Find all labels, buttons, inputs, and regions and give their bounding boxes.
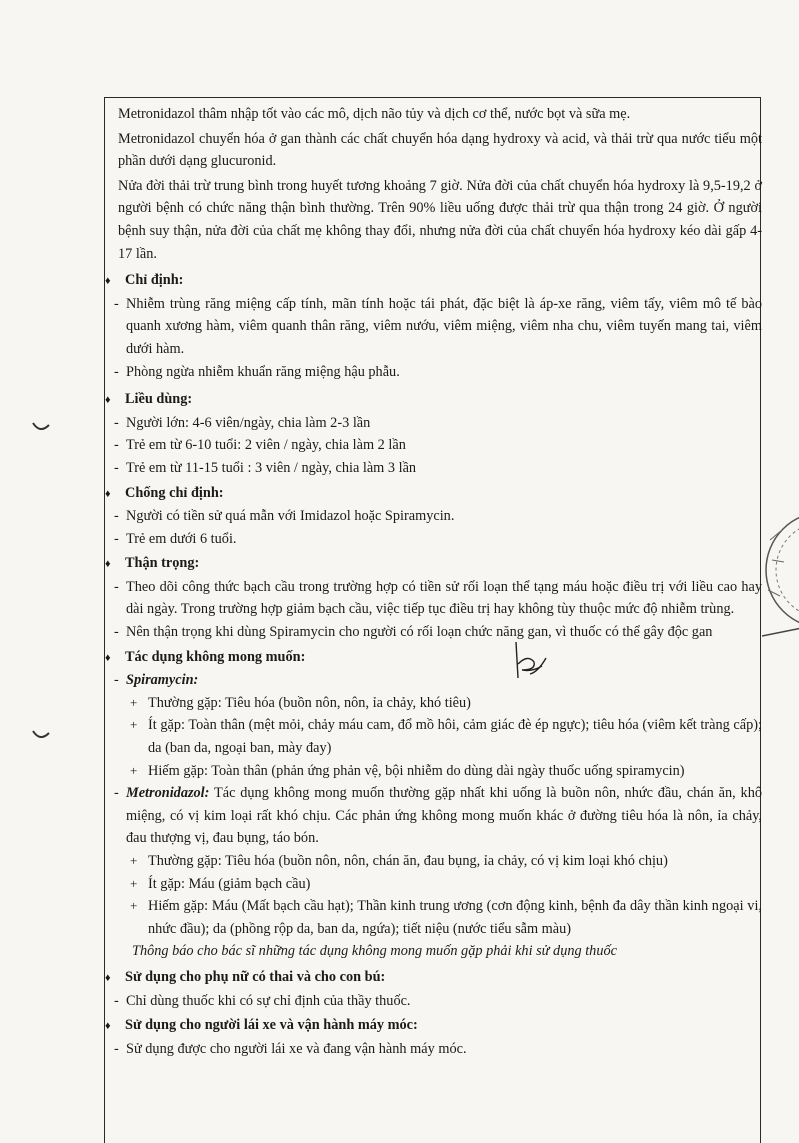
section-heading-than-trong: ♦ Thận trọng: — [110, 552, 762, 576]
list-item: - Theo dõi công thức bạch cầu trong trường hợp có tiền sử rối loạn thể tạng máu hoặc điều trị với liều cao hay dài ngày. Trong trường hợp giảm bạch cầu, việc tiếp tục điều trị hay không tùy thuộc mức độ nhiễm trùng. — [110, 576, 762, 621]
list-item: - Trẻ em dưới 6 tuổi. — [110, 528, 762, 551]
section-heading-chong-chi-dinh: ♦ Chống chỉ định: — [110, 482, 762, 506]
section-heading-phu-nu: ♦ Sử dụng cho phụ nữ có thai và cho con bú: — [110, 966, 762, 990]
punch-hole-mark-top — [32, 420, 50, 434]
section-heading-tac-dung: ♦ Tác dụng không mong muốn: — [110, 646, 762, 670]
bullet-icon: ♦ — [105, 275, 111, 288]
intro-paragraph: Metronidazol thâm nhập tốt vào các mô, dịch não tủy và dịch cơ thể, nước bọt và sữa mẹ. — [118, 106, 631, 122]
sub-list-item: + Hiếm gặp: Máu (Mất bạch cầu hạt); Thần kinh trung ương (cơn động kinh, bệnh đa dây thần kinh ngoại vi, nhức đầu); da (phồng rộp da, ban da, ngứa); tiết niệu (nước tiểu sẫm màu) — [130, 898, 762, 937]
list-item: - Trẻ em từ 11-15 tuổi : 3 viên / ngày, chia làm 3 lần — [110, 457, 762, 480]
stamp-seal — [762, 500, 799, 650]
bullet-icon: ♦ — [105, 487, 111, 500]
list-item: - Nhiễm trùng răng miệng cấp tính, mãn tính hoặc tái phát, đặc biệt là áp-xe răng, viêm tấy, viêm mô tế bào quanh xương hàm, viêm quanh thân răng, viêm nướu, viêm miệng, viêm nha chu, viêm tuyến mang tai, viêm dưới hàm. — [110, 293, 762, 361]
section-heading-lai-xe: ♦ Sử dụng cho người lái xe và vận hành máy móc: — [110, 1014, 762, 1038]
list-item: - Người có tiền sử quá mẫn với Imidazol hoặc Spiramycin. — [110, 505, 762, 528]
list-item: - Chỉ dùng thuốc khi có sự chỉ định của thầy thuốc. — [110, 990, 762, 1013]
side-effect-note: Thông báo cho bác sĩ những tác dụng không mong muốn gặp phải khi sử dụng thuốc — [132, 943, 617, 960]
sub-list-item: + Thường gặp: Tiêu hóa (buồn nôn, nôn, ỉa chảy, khó tiêu) — [130, 694, 471, 711]
bullet-icon: ♦ — [105, 558, 111, 571]
bullet-icon: ♦ — [105, 651, 111, 664]
sub-list-item: + Hiếm gặp: Toàn thân (phản ứng phản vệ, bội nhiễm do dùng dài ngày thuốc uống spiramycin) — [130, 762, 685, 779]
list-item: - Nên thận trọng khi dùng Spiramycin cho người có rối loạn chức năng gan, vì thuốc có thể gây độc gan — [110, 621, 762, 644]
list-item: - Người lớn: 4-6 viên/ngày, chia làm 2-3 lần — [110, 412, 762, 435]
metronidazol-paragraph: - Metronidazol: Tác dụng không mong muốn thường gặp nhất khi uống là buồn nôn, nhức đầu, chán ăn, khô miệng, có vị kim loại rất khó chịu. Các phản ứng không mong muốn khác ở đường tiêu hóa là nôn, ỉa chảy, đau thượng vị, đau bụng, táo bón. — [110, 782, 762, 850]
bullet-icon: ♦ — [105, 1020, 111, 1033]
bullet-icon: ♦ — [105, 394, 111, 407]
intro-paragraph: Metronidazol chuyển hóa ở gan thành các chất chuyển hóa dạng hydroxy và acid, và thải trừ qua nước tiểu một phần dưới dạng glucuronid. — [118, 130, 762, 170]
sub-list-item: + Ít gặp: Toàn thân (mệt mỏi, chảy máu cam, đổ mồ hôi, cảm giác đè ép ngực); tiêu hóa (viêm kết tràng cấp); da (ban da, ngoại ban, mày đay) — [130, 717, 762, 757]
intro-paragraph: Nửa đời thải trừ trung bình trong huyết tương khoảng 7 giờ. Nửa đời của chất chuyển hóa hydroxy là 9,5-19,2 ở người bệnh có chức năng thận bình thường. Trên 90% liều uống được thải trừ qua thận trong 24 giờ. Ở người bệnh suy thận, nửa đời của chất mẹ không thay đổi, nhưng nửa đời của chất chuyển hóa hydroxy kéo dài gấp 4-17 lần. — [118, 177, 762, 262]
bullet-icon: ♦ — [105, 971, 111, 984]
sub-list-item: + Ít gặp: Máu (giảm bạch cầu) — [130, 875, 311, 892]
list-item: - Phòng ngừa nhiễm khuẩn răng miệng hậu phẫu. — [110, 361, 762, 384]
document-body — [105, 103, 762, 1060]
list-item: - Trẻ em từ 6-10 tuổi: 2 viên / ngày, chia làm 2 lần — [110, 434, 762, 457]
list-item: - Sử dụng được cho người lái xe và đang vận hành máy móc. — [110, 1038, 762, 1061]
punch-hole-mark-bottom — [32, 728, 50, 742]
spiramycin-subheading: - Spiramycin: — [110, 669, 762, 692]
section-heading-chi-dinh: ♦ Chỉ định: — [110, 269, 762, 293]
sub-list-item: + Thường gặp: Tiêu hóa (buồn nôn, nôn, chán ăn, đau bụng, ỉa chảy, có vị kim loại khó chịu) — [130, 853, 668, 869]
section-heading-lieu-dung: ♦ Liều dùng: — [110, 388, 762, 412]
